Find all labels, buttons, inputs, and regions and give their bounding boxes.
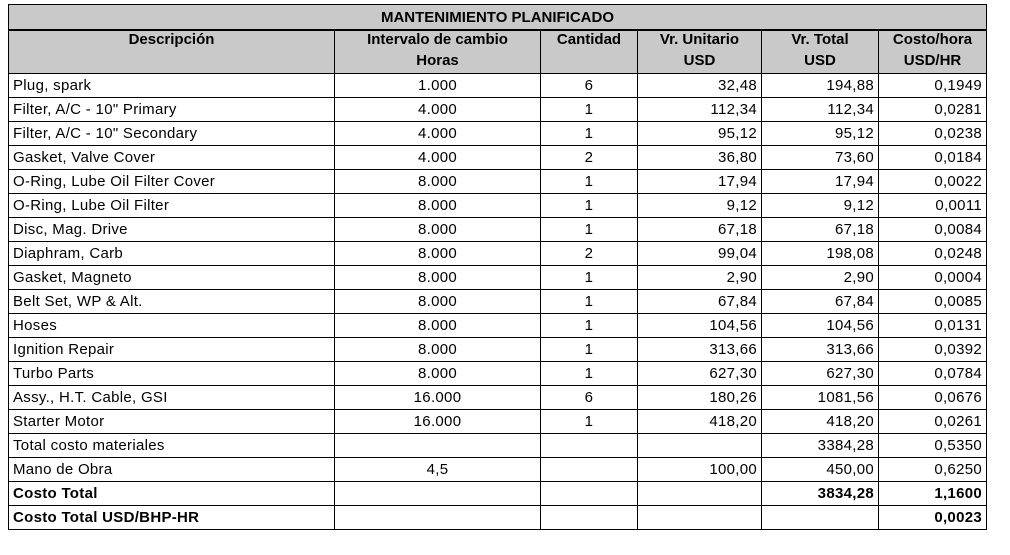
cell-intervalo: 8.000 <box>335 194 541 218</box>
cell-vr-unitario: 418,20 <box>638 410 762 434</box>
cell-intervalo: 8.000 <box>335 314 541 338</box>
cell-descripcion: Disc, Mag. Drive <box>9 218 335 242</box>
cell-descripcion: O-Ring, Lube Oil Filter Cover <box>9 170 335 194</box>
cell-costo-hora: 0,0281 <box>879 98 987 122</box>
cell-vr-total: 3834,28 <box>762 482 879 506</box>
cell-descripcion: Costo Total USD/BHP-HR <box>9 506 335 530</box>
header-costo-hora: Costo/hora <box>879 30 987 52</box>
cell-cantidad <box>541 434 638 458</box>
cell-intervalo: 8.000 <box>335 170 541 194</box>
cell-vr-total: 73,60 <box>762 146 879 170</box>
cell-intervalo <box>335 506 541 530</box>
header-vr-total-unit: USD <box>762 52 879 74</box>
cell-vr-unitario <box>638 482 762 506</box>
cell-vr-unitario: 67,18 <box>638 218 762 242</box>
cell-descripcion: Hoses <box>9 314 335 338</box>
cell-vr-total <box>762 506 879 530</box>
cell-costo-hora: 0,0248 <box>879 242 987 266</box>
table-row <box>9 266 987 290</box>
cell-costo-hora: 0,0011 <box>879 194 987 218</box>
header-intervalo: Intervalo de cambio <box>335 30 541 52</box>
cell-vr-total: 2,90 <box>762 266 879 290</box>
header-descripcion: Descripción <box>9 30 335 52</box>
cell-descripcion: Filter, A/C - 10" Primary <box>9 98 335 122</box>
cell-vr-total: 627,30 <box>762 362 879 386</box>
header-vr-total: Vr. Total <box>762 30 879 52</box>
cell-vr-unitario <box>638 506 762 530</box>
cell-cantidad: 1 <box>541 170 638 194</box>
table-row <box>9 170 987 194</box>
cell-cantidad: 1 <box>541 338 638 362</box>
cell-costo-hora: 0,0084 <box>879 218 987 242</box>
table-body <box>9 74 987 530</box>
total-row <box>9 482 987 506</box>
cell-vr-total: 104,56 <box>762 314 879 338</box>
table-row <box>9 410 987 434</box>
cell-cantidad <box>541 482 638 506</box>
cell-vr-unitario: 9,12 <box>638 194 762 218</box>
cell-cantidad: 2 <box>541 242 638 266</box>
cell-costo-hora: 0,0131 <box>879 314 987 338</box>
cell-costo-hora: 1,1600 <box>879 482 987 506</box>
cell-descripcion: Total costo materiales <box>9 434 335 458</box>
cell-cantidad: 1 <box>541 290 638 314</box>
cell-vr-total: 67,84 <box>762 290 879 314</box>
cell-intervalo: 4.000 <box>335 122 541 146</box>
table-row <box>9 242 987 266</box>
cell-vr-total: 17,94 <box>762 170 879 194</box>
cell-descripcion: Belt Set, WP & Alt. <box>9 290 335 314</box>
cell-vr-unitario: 17,94 <box>638 170 762 194</box>
cell-descripcion: Turbo Parts <box>9 362 335 386</box>
cell-vr-unitario: 36,80 <box>638 146 762 170</box>
cell-vr-total: 112,34 <box>762 98 879 122</box>
cell-descripcion: Starter Motor <box>9 410 335 434</box>
table-row <box>9 458 987 482</box>
cell-intervalo: 16.000 <box>335 410 541 434</box>
cell-costo-hora: 0,0676 <box>879 386 987 410</box>
table-row <box>9 218 987 242</box>
cell-intervalo <box>335 434 541 458</box>
header-cantidad-sub <box>541 52 638 74</box>
table-row <box>9 74 987 98</box>
table-row <box>9 434 987 458</box>
cell-cantidad: 1 <box>541 362 638 386</box>
cell-descripcion: O-Ring, Lube Oil Filter <box>9 194 335 218</box>
cell-intervalo: 8.000 <box>335 242 541 266</box>
cell-costo-hora: 0,0022 <box>879 170 987 194</box>
table-row <box>9 338 987 362</box>
cell-vr-unitario: 2,90 <box>638 266 762 290</box>
cell-descripcion: Mano de Obra <box>9 458 335 482</box>
cell-cantidad: 6 <box>541 74 638 98</box>
header-descripcion-sub <box>9 52 335 74</box>
cell-vr-total: 198,08 <box>762 242 879 266</box>
cell-costo-hora: 0,6250 <box>879 458 987 482</box>
cell-cantidad: 1 <box>541 314 638 338</box>
cell-vr-unitario: 67,84 <box>638 290 762 314</box>
cell-costo-hora: 0,0261 <box>879 410 987 434</box>
cell-costo-hora: 0,5350 <box>879 434 987 458</box>
cell-descripcion: Gasket, Valve Cover <box>9 146 335 170</box>
cell-intervalo: 4.000 <box>335 146 541 170</box>
cell-intervalo: 4,5 <box>335 458 541 482</box>
cell-costo-hora: 0,0004 <box>879 266 987 290</box>
cell-costo-hora: 0,0184 <box>879 146 987 170</box>
table-row <box>9 194 987 218</box>
header-vr-unitario: Vr. Unitario <box>638 30 762 52</box>
cell-vr-unitario: 313,66 <box>638 338 762 362</box>
cell-vr-total: 3384,28 <box>762 434 879 458</box>
cell-descripcion: Diaphram, Carb <box>9 242 335 266</box>
cell-costo-hora: 0,0784 <box>879 362 987 386</box>
cell-vr-unitario: 32,48 <box>638 74 762 98</box>
table-row <box>9 290 987 314</box>
cell-intervalo: 4.000 <box>335 98 541 122</box>
header-cantidad: Cantidad <box>541 30 638 52</box>
cell-intervalo <box>335 482 541 506</box>
cell-vr-total: 450,00 <box>762 458 879 482</box>
cell-intervalo: 8.000 <box>335 338 541 362</box>
cell-descripcion: Filter, A/C - 10" Secondary <box>9 122 335 146</box>
cell-intervalo: 8.000 <box>335 218 541 242</box>
cell-vr-unitario: 100,00 <box>638 458 762 482</box>
cell-descripcion: Gasket, Magneto <box>9 266 335 290</box>
header-vr-unitario-unit: USD <box>638 52 762 74</box>
table-title: MANTENIMIENTO PLANIFICADO <box>9 5 987 31</box>
cell-descripcion: Plug, spark <box>9 74 335 98</box>
cell-cantidad: 1 <box>541 218 638 242</box>
cell-vr-total: 194,88 <box>762 74 879 98</box>
cell-intervalo: 8.000 <box>335 290 541 314</box>
table-row <box>9 386 987 410</box>
cell-intervalo: 1.000 <box>335 74 541 98</box>
cell-vr-unitario: 627,30 <box>638 362 762 386</box>
cell-descripcion: Assy., H.T. Cable, GSI <box>9 386 335 410</box>
cell-descripcion: Costo Total <box>9 482 335 506</box>
cell-vr-total: 313,66 <box>762 338 879 362</box>
maintenance-table <box>8 4 987 530</box>
table-row <box>9 314 987 338</box>
cell-vr-unitario: 180,26 <box>638 386 762 410</box>
header-costo-hora-unit: USD/HR <box>879 52 987 74</box>
header-intervalo-unit: Horas <box>335 52 541 74</box>
cell-vr-unitario: 99,04 <box>638 242 762 266</box>
table-row <box>9 98 987 122</box>
cell-cantidad <box>541 458 638 482</box>
cell-vr-total: 95,12 <box>762 122 879 146</box>
cell-cantidad: 1 <box>541 266 638 290</box>
cell-intervalo: 16.000 <box>335 386 541 410</box>
cell-costo-hora: 0,0392 <box>879 338 987 362</box>
cell-costo-hora: 0,0085 <box>879 290 987 314</box>
table-row <box>9 362 987 386</box>
cell-descripcion: Ignition Repair <box>9 338 335 362</box>
cell-vr-unitario: 95,12 <box>638 122 762 146</box>
cell-costo-hora: 0,0023 <box>879 506 987 530</box>
cell-cantidad <box>541 506 638 530</box>
cell-cantidad: 1 <box>541 98 638 122</box>
cell-cantidad: 1 <box>541 194 638 218</box>
cell-intervalo: 8.000 <box>335 362 541 386</box>
cell-vr-total: 9,12 <box>762 194 879 218</box>
cell-vr-total: 418,20 <box>762 410 879 434</box>
cell-vr-total: 67,18 <box>762 218 879 242</box>
total-row <box>9 506 987 530</box>
cell-cantidad: 6 <box>541 386 638 410</box>
cell-costo-hora: 0,0238 <box>879 122 987 146</box>
table-row <box>9 122 987 146</box>
cell-intervalo: 8.000 <box>335 266 541 290</box>
cell-vr-unitario <box>638 434 762 458</box>
cell-vr-unitario: 104,56 <box>638 314 762 338</box>
cell-vr-unitario: 112,34 <box>638 98 762 122</box>
maintenance-table-container <box>8 4 987 530</box>
cell-cantidad: 2 <box>541 146 638 170</box>
cell-costo-hora: 0,1949 <box>879 74 987 98</box>
cell-cantidad: 1 <box>541 410 638 434</box>
table-row <box>9 146 987 170</box>
cell-cantidad: 1 <box>541 122 638 146</box>
cell-vr-total: 1081,56 <box>762 386 879 410</box>
